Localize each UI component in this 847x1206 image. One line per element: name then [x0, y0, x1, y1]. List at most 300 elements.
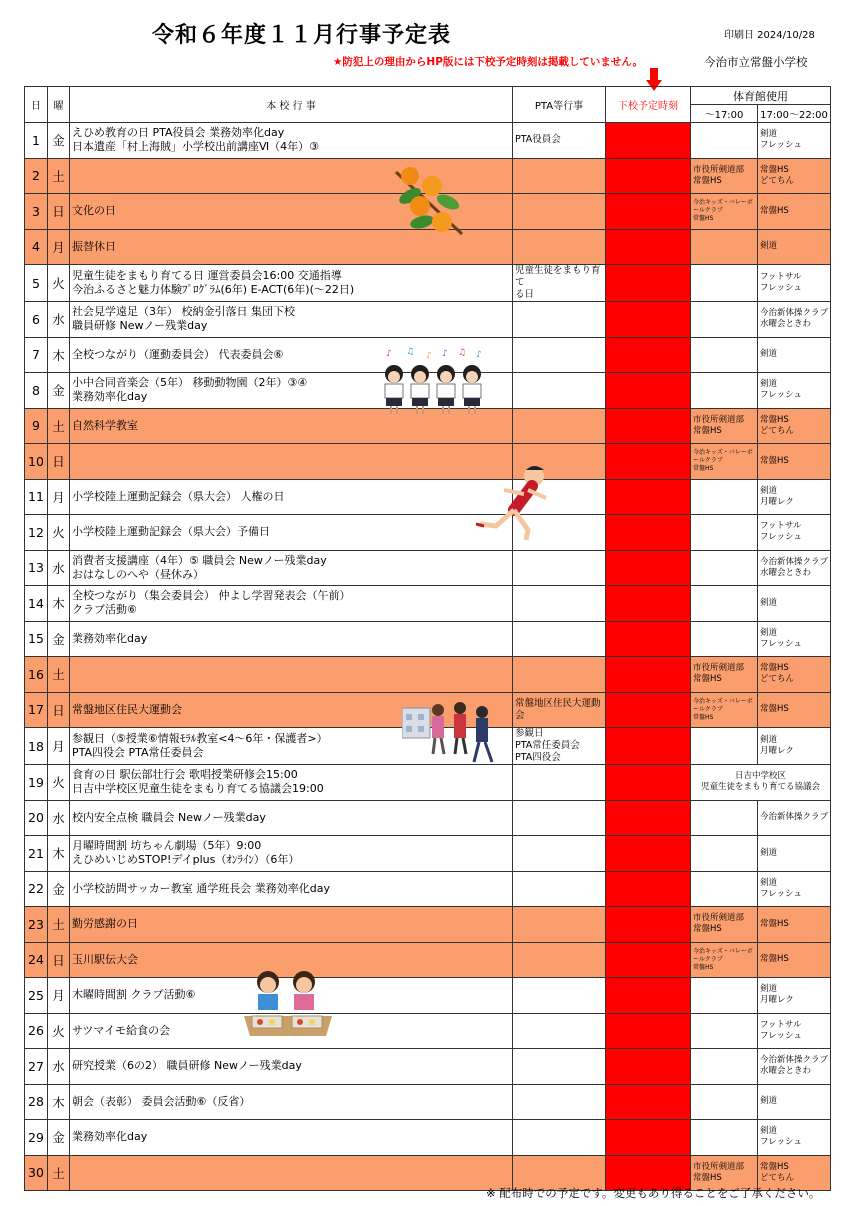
- dismissal-time-redacted: [606, 194, 691, 230]
- dismissal-time-redacted: [606, 229, 691, 265]
- gym-late-cell: [758, 1120, 831, 1156]
- event-line: 消費者支援講座（4年）⑤ 職員会 Newノー残業day: [72, 553, 327, 567]
- event-line: 小学校訪問サッカー教室 通学班長会 業務効率化day: [72, 881, 331, 895]
- gym-late-line: フレッシュ: [760, 140, 802, 151]
- dismissal-time-redacted: [606, 1049, 691, 1085]
- gym-early-line: 今治キッズ・バレーボ: [693, 199, 753, 207]
- gym-late-cell: [758, 337, 831, 373]
- day-number: 24: [25, 942, 48, 978]
- runner-illustration: [474, 460, 556, 542]
- gym-early-line: 市役所剣道部: [693, 164, 745, 175]
- gym-late-cell: [758, 907, 831, 943]
- header-events: 本 校 行 事: [70, 87, 513, 123]
- school-events-cell: [70, 621, 513, 657]
- gym-early-cell: [691, 444, 758, 480]
- gym-late-line: 常盤HS: [760, 954, 789, 965]
- gym-early-cell: [691, 1013, 758, 1049]
- event-line: えひめいじめSTOP!デイplus（ｵﾝﾗｲﾝ）（6年）: [72, 853, 300, 867]
- gym-late-line: 剣道: [760, 379, 778, 390]
- gym-late-cell: [758, 479, 831, 515]
- gym-late-cell: [758, 123, 831, 159]
- gym-late-line: フレッシュ: [760, 283, 802, 293]
- gym-late-cell: [758, 444, 831, 480]
- day-of-week: 日: [48, 194, 70, 230]
- school-events-cell: [70, 302, 513, 338]
- day-of-week: 土: [48, 158, 70, 194]
- day-number: 3: [25, 194, 48, 230]
- dismissal-time-redacted: [606, 765, 691, 801]
- schedule-row: [25, 515, 831, 551]
- event-line: 研究授業（6の2） 職員研修 Newノー残業day: [72, 1059, 302, 1073]
- gym-late-line: どてちん: [760, 1172, 795, 1183]
- event-line: 月曜時間割 坊ちゃん劇場（5年）9:00: [72, 839, 262, 853]
- school-events-cell: [70, 586, 513, 622]
- gym-late-line: 今治新体操クラブ: [760, 1055, 829, 1066]
- dismissal-time-redacted: [606, 479, 691, 515]
- gym-late-cell: [758, 621, 831, 657]
- pta-events-cell: [513, 800, 606, 836]
- gym-early-cell: [691, 907, 758, 943]
- gym-early-line: 今治キッズ・バレーボ: [693, 947, 753, 955]
- event-line: 自然科学教室: [72, 418, 138, 432]
- day-number: 4: [25, 229, 48, 265]
- day-number: 29: [25, 1120, 48, 1156]
- security-notice: ★防犯上の理由からHP版には下校予定時刻は掲載していません。: [333, 56, 644, 68]
- gym-early-line: 市役所剣道部: [693, 913, 745, 924]
- gym-late-line: 剣道: [760, 349, 778, 360]
- gym-late-cell: [758, 1049, 831, 1085]
- school-lunch-illustration: [244, 968, 332, 1038]
- gym-late-cell: [758, 978, 831, 1014]
- gym-early-cell: [691, 194, 758, 230]
- gym-late-line: フレッシュ: [760, 1137, 802, 1148]
- event-line: 食育の日 駅伝部壮行会 歌唱授業研修会15:00: [72, 768, 298, 782]
- gym-early-cell: [691, 158, 758, 194]
- schedule-row: [25, 765, 831, 801]
- day-of-week: 水: [48, 550, 70, 586]
- gym-late-line: 常盤HS: [760, 164, 789, 175]
- day-of-week: 月: [48, 978, 70, 1014]
- pta-events-cell: [513, 657, 606, 693]
- gym-late-line: 常盤HS: [760, 704, 789, 715]
- gym-late-line: 常盤HS: [760, 1161, 789, 1172]
- day-of-week: 水: [48, 800, 70, 836]
- pta-events-cell: [513, 586, 606, 622]
- pta-events-cell: [513, 373, 606, 409]
- header-dismissal: 下校予定時刻: [606, 87, 691, 123]
- gym-late-line: フレッシュ: [760, 638, 802, 649]
- gym-early-line: 常盤HS: [693, 215, 714, 223]
- gym-early-cell: [691, 1120, 758, 1156]
- event-line: サツマイモ給食の会: [72, 1023, 171, 1037]
- gym-late-line: フレッシュ: [760, 1030, 802, 1041]
- pta-events-cell: [513, 728, 606, 765]
- event-line: 振替休日: [72, 239, 116, 253]
- dismissal-time-redacted: [606, 123, 691, 159]
- schedule-row: [25, 444, 831, 480]
- gym-early-line: 常盤HS: [693, 924, 722, 935]
- gym-late-line: 月曜レク: [760, 995, 794, 1006]
- gym-early-cell: [691, 836, 758, 872]
- gym-early-cell: [691, 408, 758, 444]
- day-of-week: 土: [48, 907, 70, 943]
- gym-late-line: 剣道: [760, 847, 778, 858]
- gym-early-cell: [691, 1084, 758, 1120]
- gym-late-line: フットサル: [760, 1019, 802, 1030]
- day-number: 12: [25, 515, 48, 551]
- schedule-row: [25, 1013, 831, 1049]
- gym-late-cell: [758, 1084, 831, 1120]
- school-events-cell: [70, 800, 513, 836]
- school-events-cell: [70, 123, 513, 159]
- gym-late-cell: [758, 515, 831, 551]
- gym-early-line: 市役所剣道部: [693, 1161, 745, 1172]
- day-number: 8: [25, 373, 48, 409]
- gym-late-line: 今治新体操クラブ: [760, 812, 829, 823]
- day-of-week: 日: [48, 444, 70, 480]
- gym-late-line: 月曜レク: [760, 746, 794, 756]
- svg-text:♫: ♫: [458, 348, 467, 358]
- gym-early-cell: [691, 871, 758, 907]
- schedule-row: [25, 586, 831, 622]
- header-gym-late: 17:00～22:00: [758, 105, 831, 123]
- schedule-row: [25, 123, 831, 159]
- dismissal-time-redacted: [606, 728, 691, 765]
- school-events-cell: [70, 871, 513, 907]
- gym-early-cell: [691, 373, 758, 409]
- day-number: 26: [25, 1013, 48, 1049]
- pta-events-cell: [513, 1049, 606, 1085]
- school-events-cell: [70, 657, 513, 693]
- dismissal-time-redacted: [606, 1013, 691, 1049]
- gym-late-cell: [758, 229, 831, 265]
- day-number: 30: [25, 1155, 48, 1191]
- gym-early-line: 常盤HS: [693, 1172, 722, 1183]
- gym-early-cell: [691, 657, 758, 693]
- gym-late-cell: [758, 657, 831, 693]
- gym-late-line: 水曜会ときわ: [760, 1066, 812, 1077]
- school-events-cell: [70, 765, 513, 801]
- day-number: 21: [25, 836, 48, 872]
- gym-late-line: 今治新体操クラブ: [760, 556, 829, 567]
- school-events-cell: [70, 1155, 513, 1191]
- dismissal-time-redacted: [606, 158, 691, 194]
- gym-late-cell: [758, 692, 831, 728]
- dismissal-time-redacted: [606, 302, 691, 338]
- event-line: 小中合同音楽会（5年） 移動動物園（2年）③④: [72, 376, 308, 390]
- dismissal-time-redacted: [606, 265, 691, 302]
- day-number: 14: [25, 586, 48, 622]
- day-number: 16: [25, 657, 48, 693]
- gym-late-cell: [758, 408, 831, 444]
- persimmon-branch-illustration: [392, 162, 468, 240]
- gym-late-line: フレッシュ: [760, 532, 802, 543]
- dismissal-time-redacted: [606, 907, 691, 943]
- dismissal-time-redacted: [606, 408, 691, 444]
- dismissal-time-redacted: [606, 444, 691, 480]
- gym-early-cell: [691, 229, 758, 265]
- day-of-week: 木: [48, 337, 70, 373]
- day-of-week: 火: [48, 765, 70, 801]
- gym-early-cell: [691, 942, 758, 978]
- pta-event-line: PTA役員会: [515, 134, 561, 146]
- event-line: 玉川駅伝大会: [72, 952, 138, 966]
- gym-late-line: 水曜会ときわ: [760, 319, 812, 330]
- school-events-cell: [70, 1120, 513, 1156]
- school-events-cell: [70, 1084, 513, 1120]
- schedule-row: [25, 942, 831, 978]
- day-of-week: 木: [48, 836, 70, 872]
- pta-event-line: PTA常任委員会: [515, 740, 580, 751]
- gym-early-cell: [691, 692, 758, 728]
- day-number: 10: [25, 444, 48, 480]
- day-number: 20: [25, 800, 48, 836]
- day-number: 11: [25, 479, 48, 515]
- schedule-row: [25, 1084, 831, 1120]
- gym-late-line: 剣道: [760, 485, 778, 496]
- school-events-cell: [70, 907, 513, 943]
- event-line: 職員研修 Newノー残業day: [72, 319, 208, 333]
- gym-late-line: 今治新体操クラブ: [760, 308, 829, 319]
- dismissal-time-redacted: [606, 871, 691, 907]
- gym-late-cell: [758, 800, 831, 836]
- gym-early-line: 常盤HS: [693, 963, 714, 971]
- day-of-week: 日: [48, 692, 70, 728]
- schedule-row: [25, 1049, 831, 1085]
- gym-late-cell: [758, 942, 831, 978]
- day-of-week: 金: [48, 1120, 70, 1156]
- pta-events-cell: [513, 337, 606, 373]
- svg-text:♫: ♫: [406, 347, 415, 357]
- pta-events-cell: [513, 871, 606, 907]
- school-events-cell: [70, 1049, 513, 1085]
- singing-children-illustration: [380, 346, 488, 416]
- event-line: 文化の日: [72, 204, 116, 218]
- event-line: 今治ふるさと魅力体験ﾌﾟﾛｸﾞﾗﾑ(6年) E-ACT(6年)(～22日): [72, 283, 355, 296]
- gym-late-line: 剣道: [760, 1126, 778, 1137]
- gym-usage-line: 児童生徒をまもり育てる協議会: [700, 782, 820, 793]
- gym-early-line: 市役所剣道部: [693, 414, 745, 425]
- dismissal-time-redacted: [606, 692, 691, 728]
- schedule-row: [25, 550, 831, 586]
- gym-early-cell: [691, 515, 758, 551]
- gym-early-line: 常盤HS: [693, 674, 722, 685]
- day-number: 22: [25, 871, 48, 907]
- school-name: 今治市立常盤小学校: [704, 55, 808, 69]
- day-of-week: 日: [48, 942, 70, 978]
- header-gym: 体育館使用: [691, 87, 831, 105]
- event-line: 業務効率化day: [72, 1130, 148, 1144]
- day-of-week: 火: [48, 265, 70, 302]
- event-line: クラブ活動⑥: [72, 603, 137, 617]
- pta-events-cell: [513, 836, 606, 872]
- gym-late-cell: [758, 194, 831, 230]
- day-of-week: 火: [48, 515, 70, 551]
- gym-late-line: 剣道: [760, 129, 778, 140]
- gym-late-cell: [758, 373, 831, 409]
- gym-late-line: 水曜会ときわ: [760, 567, 812, 578]
- day-of-week: 金: [48, 621, 70, 657]
- pta-events-cell: [513, 692, 606, 728]
- gym-early-line: 市役所剣道部: [693, 663, 745, 674]
- schedule-row: [25, 978, 831, 1014]
- pta-events-cell: [513, 765, 606, 801]
- gym-early-cell: [691, 1049, 758, 1085]
- gym-early-cell: [691, 265, 758, 302]
- gym-early-cell: [691, 621, 758, 657]
- dismissal-time-redacted: [606, 586, 691, 622]
- school-events-cell: [70, 479, 513, 515]
- gym-late-cell: [758, 302, 831, 338]
- schedule-row: [25, 621, 831, 657]
- event-line: 業務効率化day: [72, 390, 148, 404]
- day-number: 2: [25, 158, 48, 194]
- gym-late-line: どてちん: [760, 425, 795, 436]
- dismissal-time-redacted: [606, 373, 691, 409]
- pta-events-cell: [513, 265, 606, 302]
- pta-event-line: 常盤地区住民大運動: [515, 697, 601, 709]
- gym-early-cell: [691, 550, 758, 586]
- dismissal-time-redacted: [606, 978, 691, 1014]
- gym-early-line: 常盤HS: [693, 465, 714, 473]
- gym-late-line: 剣道: [760, 241, 778, 252]
- gym-early-line: 常盤HS: [693, 713, 714, 721]
- page-title: 令和６年度１１月行事予定表: [152, 23, 452, 48]
- event-line: 日本遺産「村上海賊」小学校出前講座Ⅵ（4年）③: [72, 140, 320, 154]
- gym-late-line: 常盤HS: [760, 918, 789, 929]
- pta-events-cell: [513, 302, 606, 338]
- gym-early-cell: [691, 586, 758, 622]
- schedule-row: [25, 265, 831, 302]
- schedule-row: [25, 871, 831, 907]
- event-line: 小学校陸上運動記録会（県大会） 人権の日: [72, 489, 285, 503]
- gym-early-cell: [691, 302, 758, 338]
- day-of-week: 火: [48, 1013, 70, 1049]
- day-of-week: 月: [48, 229, 70, 265]
- pta-events-cell: [513, 550, 606, 586]
- gym-early-cell: [691, 728, 758, 765]
- gym-late-line: フレッシュ: [760, 888, 802, 899]
- pta-event-line: 参観日: [515, 728, 544, 739]
- dismissal-time-redacted: [606, 550, 691, 586]
- gym-late-line: 剣道: [760, 1096, 778, 1107]
- day-number: 19: [25, 765, 48, 801]
- school-events-cell: [70, 444, 513, 480]
- day-number: 23: [25, 907, 48, 943]
- gym-early-cell: [691, 978, 758, 1014]
- event-line: 業務効率化day: [72, 631, 148, 645]
- day-of-week: 金: [48, 373, 70, 409]
- day-of-week: 月: [48, 728, 70, 765]
- event-line: 全校つながり（運動委員会） 代表委員会⑥: [72, 347, 284, 361]
- event-line: 木曜時間割 クラブ活動⑥: [72, 988, 196, 1002]
- gym-late-line: どてちん: [760, 674, 795, 685]
- pta-events-cell: [513, 907, 606, 943]
- school-events-cell: [70, 515, 513, 551]
- schedule-row: [25, 907, 831, 943]
- event-line: 日吉中学校区児童生徒をまもり育てる協議会19:00: [72, 782, 324, 796]
- dismissal-time-redacted: [606, 515, 691, 551]
- svg-text:♪: ♪: [442, 349, 448, 359]
- day-number: 7: [25, 337, 48, 373]
- gym-late-line: フットサル: [760, 272, 802, 282]
- event-line: 児童生徒をまもり育てる日 運営委員会16:00 交通指導: [72, 269, 342, 282]
- dismissal-time-redacted: [606, 337, 691, 373]
- gym-early-line: ールクラブ: [693, 457, 723, 465]
- svg-text:♪: ♪: [476, 350, 482, 360]
- dismissal-time-redacted: [606, 800, 691, 836]
- header-gym-early: ～17:00: [691, 105, 758, 123]
- pta-events-cell: [513, 621, 606, 657]
- gym-usage-line: 日吉中学校区: [734, 771, 786, 782]
- day-number: 18: [25, 728, 48, 765]
- event-line: 校内安全点検 職員会 Newノー残業day: [72, 810, 266, 824]
- gym-early-cell: [691, 123, 758, 159]
- gym-early-line: 今治キッズ・バレーボ: [693, 449, 753, 457]
- pta-events-cell: [513, 408, 606, 444]
- event-line: 参観日（⑤授業⑥情報ﾓﾗﾙ教室<4～6年・保護者>）: [72, 732, 328, 745]
- school-events-cell: [70, 550, 513, 586]
- header-day: 日: [25, 87, 48, 123]
- svg-text:♪: ♪: [386, 349, 392, 359]
- event-line: PTA四役会 PTA常任委員会: [72, 746, 204, 759]
- day-of-week: 金: [48, 123, 70, 159]
- schedule-row: [25, 479, 831, 515]
- schedule-row: [25, 836, 831, 872]
- dismissal-time-redacted: [606, 1084, 691, 1120]
- schedule-row: [25, 1120, 831, 1156]
- gym-late-line: 常盤HS: [760, 205, 789, 216]
- pta-events-cell: [513, 942, 606, 978]
- day-number: 9: [25, 408, 48, 444]
- gym-late-cell: [758, 728, 831, 765]
- gym-early-line: 常盤HS: [693, 175, 722, 186]
- gym-late-line: 剣道: [760, 627, 778, 638]
- gym-late-line: 剣道: [760, 735, 778, 745]
- svg-text:♪: ♪: [426, 351, 432, 361]
- gym-late-line: フレッシュ: [760, 390, 802, 401]
- pta-event-line: る日: [515, 289, 535, 300]
- day-number: 25: [25, 978, 48, 1014]
- gym-late-cell: [758, 1013, 831, 1049]
- school-events-cell: [70, 265, 513, 302]
- gym-late-cell: [758, 550, 831, 586]
- gym-usage-cell: [691, 765, 831, 801]
- gym-early-cell: [691, 479, 758, 515]
- day-of-week: 水: [48, 302, 70, 338]
- schedule-row: [25, 657, 831, 693]
- event-line: 朝会（表彰） 委員会活動⑥（反省）: [72, 1094, 251, 1108]
- pta-events-cell: [513, 1013, 606, 1049]
- day-number: 15: [25, 621, 48, 657]
- pta-events-cell: [513, 1120, 606, 1156]
- dismissal-time-redacted: [606, 621, 691, 657]
- day-number: 13: [25, 550, 48, 586]
- gym-early-line: ールクラブ: [693, 207, 723, 215]
- day-number: 6: [25, 302, 48, 338]
- print-date: 印刷日 2024/10/28: [724, 30, 815, 41]
- pta-events-cell: [513, 158, 606, 194]
- dismissal-time-redacted: [606, 942, 691, 978]
- gym-late-line: 剣道: [760, 984, 778, 995]
- pta-event-line: 会: [515, 709, 525, 721]
- event-line: 常盤地区住民大運動会: [72, 702, 182, 716]
- gym-late-line: 常盤HS: [760, 455, 789, 466]
- parents-visiting-illustration: [402, 696, 502, 766]
- gym-late-cell: [758, 871, 831, 907]
- header-dow: 曜: [48, 87, 70, 123]
- event-line: 勤労感謝の日: [72, 917, 138, 931]
